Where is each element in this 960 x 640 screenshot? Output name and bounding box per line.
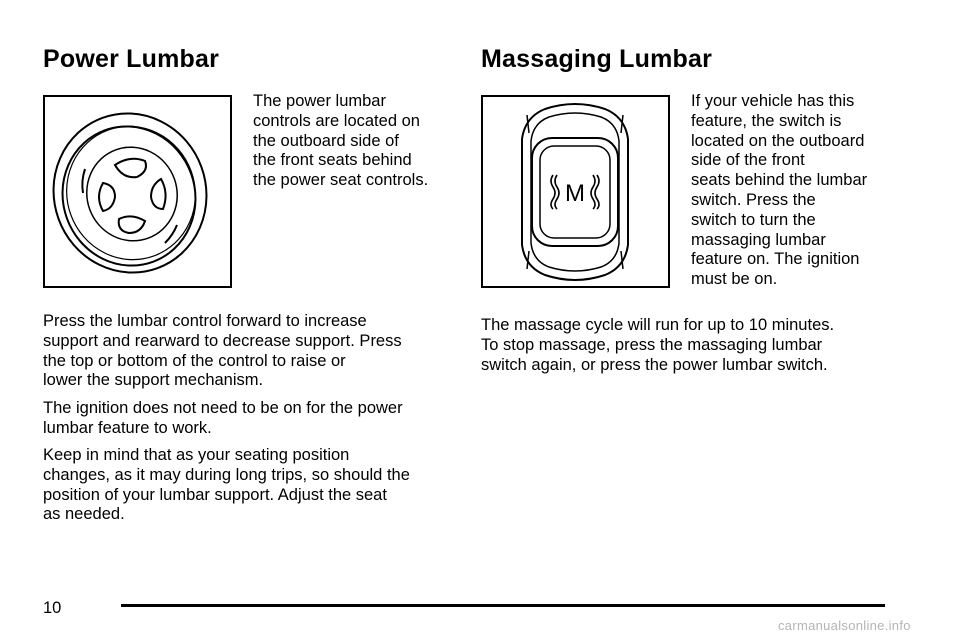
massaging-lumbar-paragraph-1: The massage cycle will run for up to 10 minutes. To stop massage, press the massaging lumbar switch again, or press the power lumbar switch. [481,316,835,374]
watermark-text: carmanualsonline.info [778,618,911,633]
power-lumbar-paragraph-1: Press the lumbar control forward to increase support and rearward to decrease support. Press the top or bottom of the control to raise or lower the support mechanism. [43,312,402,390]
massaging-lumbar-switch-illustration [481,95,670,288]
power-lumbar-control-illustration [43,95,232,288]
massaging-lumbar-figure-caption: If your vehicle has this feature, the switch is located on the outboard side of the front seats behind the lumbar switch. Press the switch to turn the massaging lumbar feature on. The ignition must be on. [691,92,868,289]
power-lumbar-paragraph-3: Keep in mind that as your seating position changes, as it may during long trips, so should the position of your lumbar support. Adjust the seat as needed. [43,446,410,524]
power-lumbar-figure-caption: The power lumbar controls are located on the outboard side of the front seats behind the power seat controls. [253,92,429,190]
massage-switch-icon [483,97,668,286]
power-lumbar-paragraph-2: The ignition does not need to be on for the power lumbar feature to work. [43,399,403,437]
massage-switch-letter: M [565,180,585,207]
massaging-lumbar-heading: Massaging Lumbar [481,45,713,73]
footer-rule [121,604,885,607]
lumbar-control-knob-icon [45,97,230,286]
page-number: 10 [43,599,62,617]
power-lumbar-heading: Power Lumbar [43,45,220,73]
